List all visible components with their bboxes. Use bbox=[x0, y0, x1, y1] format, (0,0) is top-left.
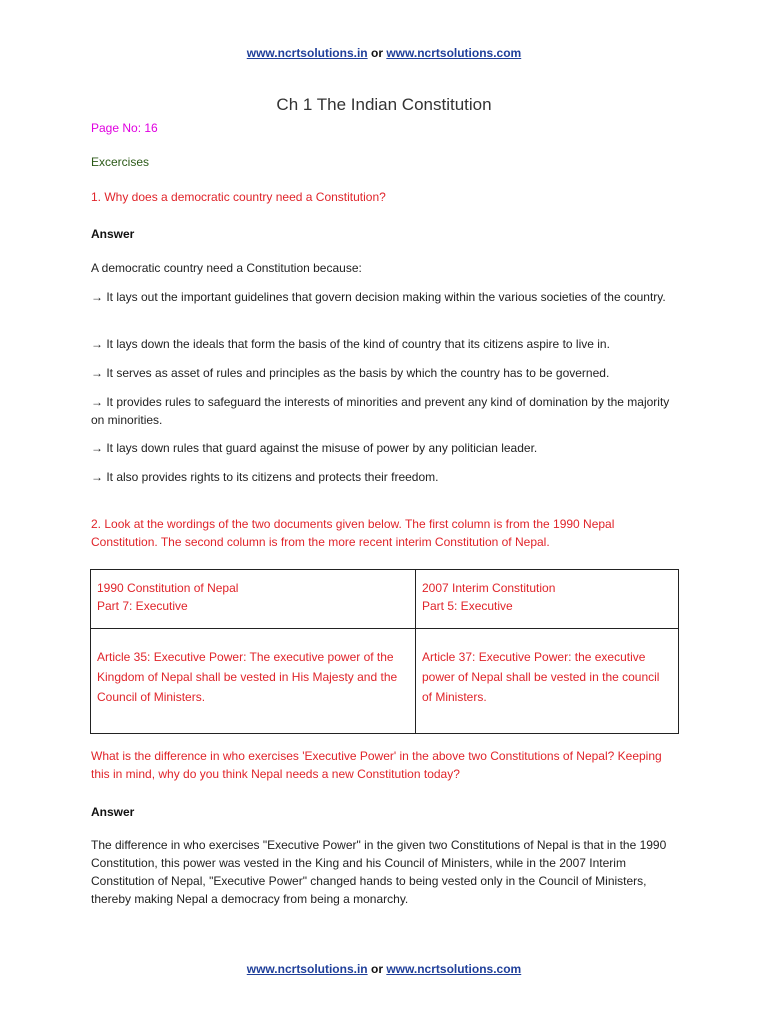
answer-2-text: The difference in who exercises "Executive Power" in the given two Constitutions of Nepal is that in the 1990 Constitution, this power was vested in the King and his Council of Ministers, while in the 2007 Interim Constitution of Nepal, "Executive Power" changed hands to being vested only in the Council of Ministers, thereby making Nepal a democracy from being a monarchy. bbox=[91, 838, 667, 906]
footer-or-text: or bbox=[370, 962, 383, 976]
col2-heading: 2007 Interim Constitution bbox=[422, 581, 556, 595]
answer-1-point: → It lays down the ideals that form the basis of the kind of country that its citizens aspire to live in. bbox=[91, 337, 610, 351]
col1-subheading: Part 7: Executive bbox=[97, 599, 188, 613]
answer-1-point: → It provides rules to safeguard the interests of minorities and prevent any kind of domination by the majority on minorities. bbox=[91, 395, 670, 427]
header-link-in[interactable]: www.ncrtsolutions.in bbox=[246, 46, 368, 60]
footer-link-com[interactable]: www.ncrtsolutions.com bbox=[386, 962, 522, 976]
footer bbox=[0, 962, 768, 976]
question-2: 2. Look at the wordings of the two documents given below. The first column is from the 1990 Nepal Constitution. The second column is from the more recent interim Constitution of Nepal. bbox=[91, 517, 615, 549]
col1-heading: 1990 Constitution of Nepal bbox=[97, 581, 239, 595]
question-1: 1. Why does a democratic country need a Constitution? bbox=[91, 190, 386, 204]
table-row bbox=[91, 629, 679, 734]
answer-1-label: Answer bbox=[91, 227, 135, 241]
section-heading: Excercises bbox=[91, 155, 150, 169]
col2-article: Article 37: Executive Power: the executive power of Nepal shall be vested in the council of Ministers. bbox=[416, 629, 679, 734]
table-header-row bbox=[91, 570, 679, 629]
page-number: Page No: 16 bbox=[91, 121, 158, 135]
page-title: Ch 1 The Indian Constitution bbox=[276, 95, 492, 114]
question-2-followup: What is the difference in who exercises 'Executive Power' in the above two Constitutions of Nepal? Keeping this in mind, why do you think Nepal needs a new Constitution today? bbox=[91, 749, 662, 781]
col1-article: Article 35: Executive Power: The executive power of the Kingdom of Nepal shall be vested in His Majesty and the Council of Ministers. bbox=[91, 629, 416, 734]
answer-1-point: → It lays out the important guidelines that govern decision making within the various societies of the country. bbox=[91, 290, 666, 304]
answer-1-point: → It lays down rules that guard against the misuse of power by any politician leader. bbox=[91, 441, 538, 455]
answer-2-label: Answer bbox=[91, 805, 135, 819]
answer-1-intro: A democratic country need a Constitution because: bbox=[91, 261, 362, 275]
table-cell bbox=[91, 570, 416, 629]
comparison-table bbox=[90, 569, 679, 734]
footer-link-in[interactable]: www.ncrtsolutions.in bbox=[246, 962, 368, 976]
table-cell bbox=[416, 570, 679, 629]
header-link-com[interactable]: www.ncrtsolutions.com bbox=[386, 46, 522, 60]
header-or-text: or bbox=[370, 46, 383, 60]
answer-1-point: → It serves as asset of rules and principles as the basis by which the country has to be governed. bbox=[91, 366, 610, 380]
answer-1-point: → It also provides rights to its citizens and protects their freedom. bbox=[91, 470, 439, 484]
col2-subheading: Part 5: Executive bbox=[422, 599, 513, 613]
header bbox=[0, 46, 768, 60]
